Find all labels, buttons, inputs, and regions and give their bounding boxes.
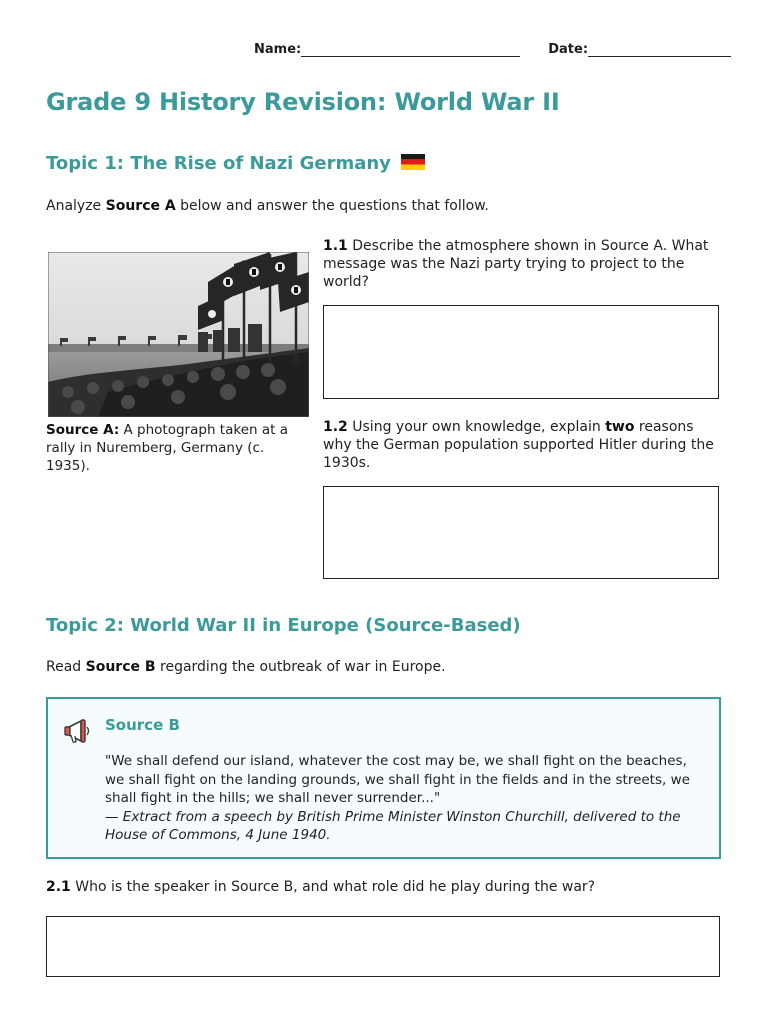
question-number: 1.2 bbox=[323, 419, 348, 435]
topic2-heading: Topic 2: World War II in Europe (Source-Based) bbox=[46, 615, 521, 636]
topic1-intro-bold: Source A bbox=[105, 198, 176, 214]
question-number: 2.1 bbox=[46, 879, 71, 895]
name-label: Name: bbox=[254, 42, 302, 57]
germany-flag-icon bbox=[401, 154, 425, 170]
topic1-heading bbox=[46, 153, 425, 174]
caption-label: Source A: bbox=[46, 422, 120, 438]
topic2-intro-pre: Read bbox=[46, 659, 86, 675]
topic2-intro-post: regarding the outbreak of war in Europe. bbox=[155, 659, 446, 675]
question-text: Who is the speaker in Source B, and what role did he play during the war? bbox=[70, 879, 596, 895]
question-1-2 bbox=[323, 418, 721, 472]
page-title: Grade 9 History Revision: World War II bbox=[46, 88, 560, 116]
question-text-bold: two bbox=[605, 419, 635, 435]
topic1-intro-pre: Analyze bbox=[46, 198, 106, 214]
source-b-title: Source B bbox=[105, 716, 180, 734]
topic1-heading-text: Topic 1: The Rise of Nazi Germany bbox=[46, 153, 391, 174]
topic2-intro-bold: Source B bbox=[85, 659, 156, 675]
question-text-post: reasons why the German population supported Hitler during the 1930s. bbox=[323, 419, 714, 471]
date-label: Date: bbox=[548, 42, 589, 57]
question-text-pre: Using your own knowledge, explain bbox=[347, 419, 606, 435]
name-date-bar bbox=[254, 42, 731, 57]
name-field[interactable] bbox=[301, 42, 520, 57]
answer-box-1-1[interactable] bbox=[323, 305, 719, 399]
question-text: Describe the atmosphere shown in Source A. What message was the Nazi party trying to project to the world? bbox=[323, 238, 709, 290]
topic2-intro bbox=[46, 659, 446, 675]
topic1-intro bbox=[46, 198, 489, 214]
question-number: 1.1 bbox=[323, 238, 348, 254]
source-b-text bbox=[105, 752, 705, 845]
answer-box-1-2[interactable] bbox=[323, 486, 719, 579]
topic1-intro-post: below and answer the questions that follow. bbox=[175, 198, 489, 214]
megaphone-icon bbox=[63, 718, 93, 744]
date-field[interactable] bbox=[588, 42, 731, 57]
source-b-attribution: — Extract from a speech by British Prime Minister Winston Churchill, delivered to the House of Commons, 4 June 1940. bbox=[105, 808, 681, 843]
source-b-box bbox=[46, 697, 721, 859]
answer-box-2-1[interactable] bbox=[46, 916, 720, 977]
source-b-quote: "We shall defend our island, whatever the cost may be, we shall fight on the beaches, we shall fight on the landing grounds, we shall fight in the fields and in the streets, we shall fight in the hills; we shall never surrender..." bbox=[105, 753, 690, 806]
rally-photo-image bbox=[48, 252, 309, 417]
question-2-1 bbox=[46, 878, 726, 896]
caption-text: A photograph taken at a rally in Nuremberg, Germany (c. 1935). bbox=[46, 422, 288, 474]
source-a-photograph bbox=[48, 252, 309, 417]
source-a-caption bbox=[46, 421, 301, 475]
question-1-1 bbox=[323, 237, 721, 291]
